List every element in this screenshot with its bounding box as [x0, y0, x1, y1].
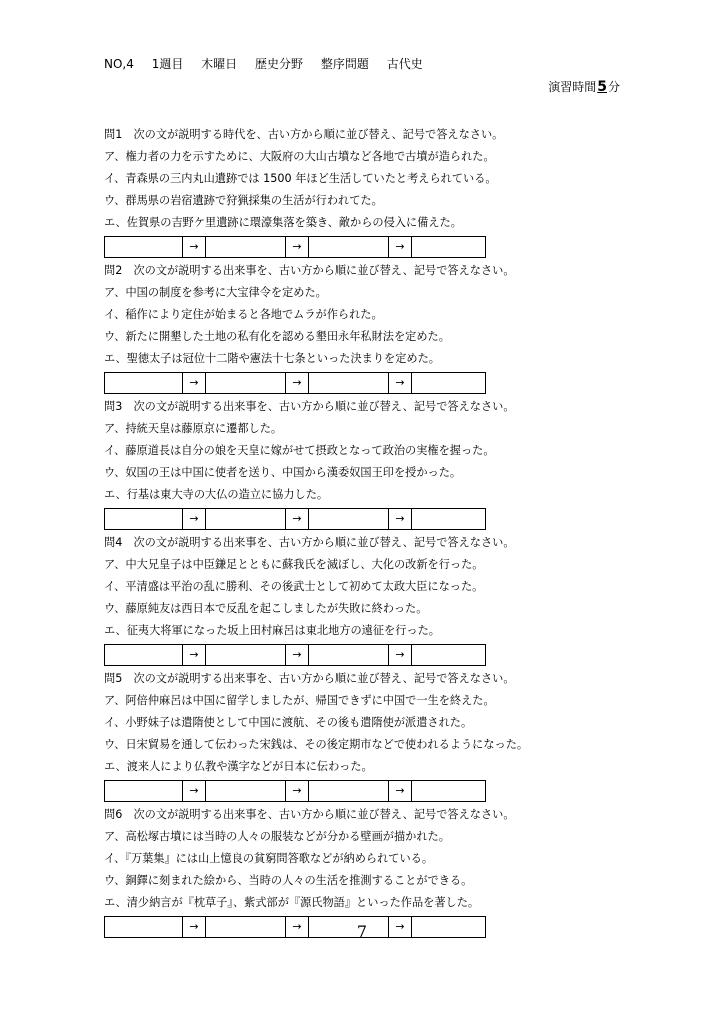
type-label: 整序問題	[320, 57, 369, 71]
day-label: 木曜日	[201, 57, 238, 71]
arrow-icon: →	[286, 917, 309, 937]
answer-box-2[interactable]	[206, 373, 286, 393]
arrow-icon: →	[389, 917, 412, 937]
question-option: ウ、藤原純友は西日本で反乱を起こしましたが失敗に終わった。	[104, 602, 428, 615]
question-option: イ、青森県の三内丸山遺跡では 1500 年ほど生活していたと考えられている。	[104, 172, 497, 185]
arrow-icon: →	[183, 237, 206, 257]
answer-box-3[interactable]	[309, 237, 389, 257]
practice-time-unit: 分	[607, 80, 620, 94]
field-label: 歴史分野	[255, 57, 304, 71]
answer-row	[104, 508, 486, 530]
question-prompt: 問6 次の文が説明する出来事を、古い方から順に並び替え、記号で答えなさい。	[104, 808, 515, 821]
answer-box-2[interactable]	[206, 645, 286, 665]
worksheet-number: NO,4	[104, 57, 134, 71]
question-block	[104, 532, 624, 666]
answer-box-2[interactable]	[206, 509, 286, 529]
answer-box-3[interactable]	[309, 781, 389, 801]
question-block	[104, 260, 624, 394]
question-prompt: 問1 次の文が説明する時代を、古い方から順に並び替え、記号で答えなさい。	[104, 128, 504, 141]
question-option: ア、中国の制度を参考に大宝律令を定めた。	[104, 286, 327, 299]
answer-row	[104, 236, 486, 258]
question-list	[104, 124, 624, 940]
practice-time	[548, 78, 620, 95]
question-option: イ、平清盛は平治の乱に勝利、その後武士として初めて太政大臣になった。	[104, 580, 484, 593]
question-prompt: 問2 次の文が説明する出来事を、古い方から順に並び替え、記号で答えなさい。	[104, 264, 515, 277]
question-option: エ、渡来人により仏教や漢字などが日本に伝わった。	[104, 760, 373, 773]
arrow-icon: →	[286, 509, 309, 529]
answer-box-3[interactable]	[309, 645, 389, 665]
answer-box-3[interactable]	[309, 373, 389, 393]
arrow-icon: →	[183, 373, 206, 393]
page-number: 7	[356, 922, 368, 941]
arrow-icon: →	[389, 781, 412, 801]
question-option: イ、『万葉集』には山上憶良の貧窮問答歌などが納められている。	[104, 852, 434, 865]
question-option: ウ、新たに開墾した土地の私有化を認める墾田永年私財法を定めた。	[104, 330, 450, 343]
arrow-icon: →	[286, 373, 309, 393]
arrow-icon: →	[183, 645, 206, 665]
arrow-icon: →	[183, 781, 206, 801]
answer-box-4[interactable]	[412, 237, 485, 257]
arrow-icon: →	[286, 781, 309, 801]
question-option: ア、持統天皇は藤原京に遷都した。	[104, 422, 283, 435]
arrow-icon: →	[389, 645, 412, 665]
answer-box-2[interactable]	[206, 237, 286, 257]
era-label: 古代史	[386, 57, 423, 71]
arrow-icon: →	[389, 509, 412, 529]
arrow-icon: →	[286, 645, 309, 665]
question-option: ア、中大兄皇子は中臣鎌足とともに蘇我氏を滅ぼし、大化の改新を行った。	[104, 558, 484, 571]
question-option: ウ、日宋貿易を通して伝わった宋銭は、その後定期市などで使われるようになった。	[104, 738, 529, 751]
question-block	[104, 804, 624, 938]
question-option: ウ、銅鐸に刻まれた絵から、当時の人々の生活を推測することができる。	[104, 874, 473, 887]
question-block	[104, 124, 624, 258]
answer-box-3[interactable]	[309, 509, 389, 529]
question-option: エ、聖徳太子は冠位十二階や憲法十七条といった決まりを定めた。	[104, 352, 440, 365]
answer-box-4[interactable]	[412, 373, 485, 393]
arrow-icon: →	[286, 237, 309, 257]
question-option: ウ、群馬県の岩宿遺跡で狩猟採集の生活が行われてた。	[104, 194, 383, 207]
question-option: エ、清少納言が『枕草子』、紫式部が『源氏物語』といった作品を著した。	[104, 896, 480, 909]
answer-box-1[interactable]	[105, 237, 183, 257]
arrow-icon: →	[389, 373, 412, 393]
week-label: 1週目	[151, 57, 184, 71]
question-option: イ、藤原道長は自分の娘を天皇に嫁がせて摂政となって政治の実権を握った。	[104, 444, 495, 457]
practice-time-prefix: 演習時間	[548, 80, 597, 94]
practice-time-value: 5	[597, 79, 607, 95]
question-prompt: 問5 次の文が説明する出来事を、古い方から順に並び替え、記号で答えなさい。	[104, 672, 515, 685]
question-block	[104, 396, 624, 530]
answer-row	[104, 644, 486, 666]
question-option: ウ、奴国の王は中国に使者を送り、中国から漢委奴国王印を授かった。	[104, 466, 462, 479]
answer-box-1[interactable]	[105, 781, 183, 801]
question-option: エ、佐賀県の吉野ケ里遺跡に環濠集落を築き、敵からの侵入に備えた。	[104, 216, 462, 229]
page-header	[104, 55, 437, 72]
question-option: ア、権力者の力を示すために、大阪府の大山古墳など各地で古墳が造られた。	[104, 150, 495, 163]
question-option: イ、小野妹子は遣隋使として中国に渡航、その後も遣隋使が派遣された。	[104, 716, 473, 729]
arrow-icon: →	[183, 509, 206, 529]
question-option: ア、高松塚古墳には当時の人々の服装などが分かる壁画が描かれた。	[104, 830, 450, 843]
question-option: エ、行基は東大寺の大仏の造立に協力した。	[104, 488, 329, 501]
answer-box-4[interactable]	[412, 645, 485, 665]
answer-box-1[interactable]	[105, 509, 183, 529]
question-block	[104, 668, 624, 802]
question-option: イ、稲作により定住が始まると各地でムラが作られた。	[104, 308, 383, 321]
question-option: エ、征夷大将軍になった坂上田村麻呂は東北地方の遠征を行った。	[104, 624, 440, 637]
answer-row	[104, 372, 486, 394]
question-prompt: 問4 次の文が説明する出来事を、古い方から順に並び替え、記号で答えなさい。	[104, 536, 515, 549]
answer-row	[104, 780, 486, 802]
answer-box-1[interactable]	[105, 645, 183, 665]
arrow-icon: →	[389, 237, 412, 257]
answer-box-2[interactable]	[206, 781, 286, 801]
arrow-icon: →	[183, 917, 206, 937]
answer-box-4[interactable]	[412, 781, 485, 801]
question-prompt: 問3 次の文が説明する出来事を、古い方から順に並び替え、記号で答えなさい。	[104, 400, 515, 413]
answer-box-1[interactable]	[105, 373, 183, 393]
question-option: ア、阿倍仲麻呂は中国に留学しましたが、帰国できずに中国で一生を終えた。	[104, 694, 495, 707]
answer-box-4[interactable]	[412, 509, 485, 529]
